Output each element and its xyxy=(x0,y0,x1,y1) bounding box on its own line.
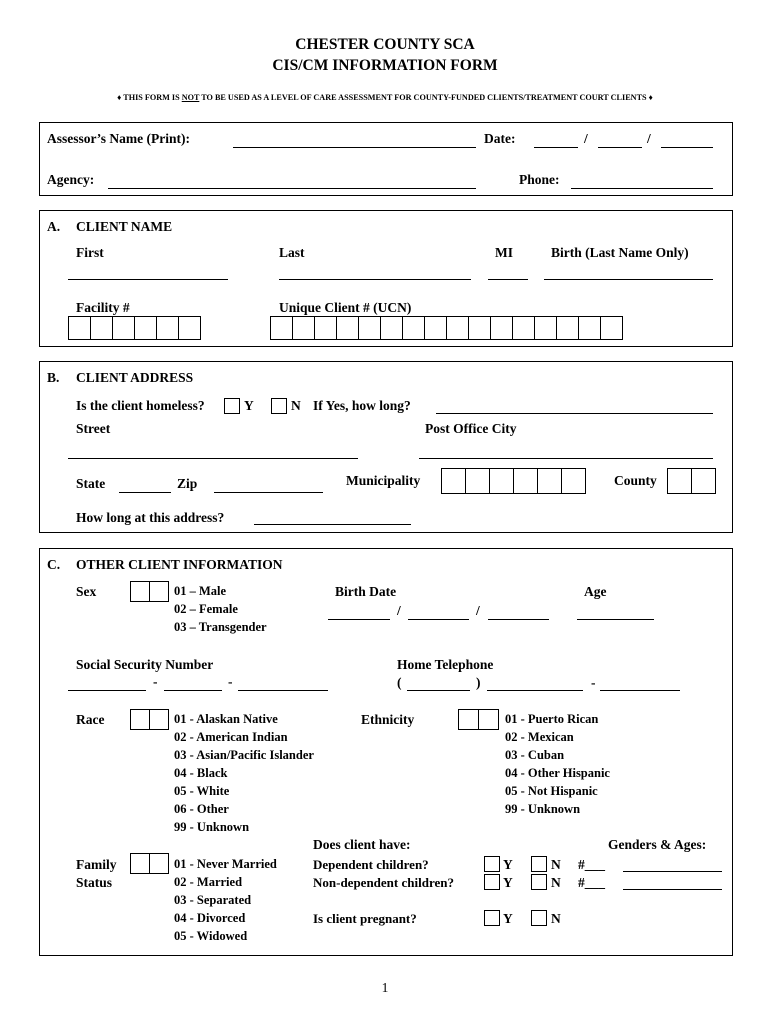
date-slash-2: / xyxy=(647,131,651,146)
family-status-code-boxes[interactable] xyxy=(130,853,168,874)
ssn-label: Social Security Number xyxy=(76,657,214,672)
dependent-children-label: Dependent children? xyxy=(313,857,429,872)
dependent-yes-label: Y xyxy=(503,857,513,872)
last-name-label: Last xyxy=(279,245,305,260)
ethnicity-option: 03 - Cuban xyxy=(505,748,565,762)
phone-dash: - xyxy=(591,675,596,690)
mi-field[interactable] xyxy=(488,279,528,280)
race-option: 06 - Other xyxy=(174,802,229,816)
birth-month-field[interactable] xyxy=(328,619,390,620)
po-city-label: Post Office City xyxy=(425,421,517,436)
assessor-name-label: Assessor’s Name (Print): xyxy=(47,131,190,146)
status-label: Status xyxy=(76,875,113,890)
genders-ages-label: Genders & Ages: xyxy=(608,837,707,852)
facility-label: Facility # xyxy=(76,300,130,315)
race-code-boxes[interactable] xyxy=(130,709,168,730)
family-status-option: 04 - Divorced xyxy=(174,911,246,925)
last-name-field[interactable] xyxy=(279,279,471,280)
state-field[interactable] xyxy=(119,492,171,493)
county-boxes[interactable] xyxy=(667,468,715,494)
form-notice: ♦ THIS FORM IS NOT TO BE USED AS A LEVEL OF CARE ASSESSMENT FOR COUNTY-FUNDED CLIENTS/TREATMENT COURT CLIENTS ♦ xyxy=(117,93,653,102)
dependent-count[interactable]: #___ xyxy=(578,857,605,872)
first-name-label: First xyxy=(76,245,104,260)
ethnicity-label: Ethnicity xyxy=(361,712,415,727)
birth-year-field[interactable] xyxy=(488,619,549,620)
race-option: 99 - Unknown xyxy=(174,820,250,834)
zip-label: Zip xyxy=(177,476,198,491)
facility-number-boxes[interactable] xyxy=(68,316,200,340)
dependent-no-checkbox[interactable] xyxy=(531,856,547,872)
ethnicity-option: 01 - Puerto Rican xyxy=(505,712,599,726)
date-month-field[interactable] xyxy=(534,147,578,148)
street-field[interactable] xyxy=(68,458,358,459)
family-label: Family xyxy=(76,857,117,872)
mi-label: MI xyxy=(495,245,513,260)
non-dependent-yes-checkbox[interactable] xyxy=(484,874,500,890)
non-dependent-genders-ages-field[interactable] xyxy=(623,889,722,890)
ethnicity-option: 04 - Other Hispanic xyxy=(505,766,610,780)
birth-date-slash-2: / xyxy=(476,603,480,618)
non-dependent-no-label: N xyxy=(551,875,561,890)
family-status-option: 05 - Widowed xyxy=(174,929,248,943)
assessor-name-field[interactable] xyxy=(233,147,476,148)
area-code-field[interactable] xyxy=(407,690,470,691)
municipality-boxes[interactable] xyxy=(441,468,585,494)
date-day-field[interactable] xyxy=(598,147,642,148)
section-b xyxy=(39,361,733,533)
sex-options xyxy=(174,582,267,636)
pregnant-no-checkbox[interactable] xyxy=(531,910,547,926)
pregnant-yes-label: Y xyxy=(503,911,513,926)
page-number: 1 xyxy=(381,980,389,995)
non-dependent-count[interactable]: #___ xyxy=(578,875,605,890)
section-a-title: CLIENT NAME xyxy=(76,219,173,234)
homeless-how-long-field[interactable] xyxy=(436,413,713,414)
section-c-letter: C. xyxy=(47,557,61,572)
zip-field[interactable] xyxy=(214,492,323,493)
date-slash-1: / xyxy=(584,131,588,146)
race-option: 01 - Alaskan Native xyxy=(174,712,278,726)
section-b-title: CLIENT ADDRESS xyxy=(76,370,194,385)
non-dependent-no-checkbox[interactable] xyxy=(531,874,547,890)
birth-date-label: Birth Date xyxy=(335,584,397,599)
phone-line-field[interactable] xyxy=(600,690,680,691)
how-long-address-label: How long at this address? xyxy=(76,510,225,525)
ethnicity-option: 05 - Not Hispanic xyxy=(505,784,598,798)
first-name-field[interactable] xyxy=(68,279,228,280)
state-label: State xyxy=(76,476,106,491)
section-c-title: OTHER CLIENT INFORMATION xyxy=(76,557,283,572)
how-long-address-field[interactable] xyxy=(254,524,411,525)
sex-label: Sex xyxy=(76,584,97,599)
non-dependent-children-label: Non-dependent children? xyxy=(313,875,454,890)
form-agency-title: CHESTER COUNTY SCA xyxy=(295,36,475,53)
non-dependent-yes-label: Y xyxy=(503,875,513,890)
ethnicity-option: 99 - Unknown xyxy=(505,802,581,816)
sex-option: 03 – Transgender xyxy=(174,620,267,634)
race-option: 03 - Asian/Pacific Islander xyxy=(174,748,314,762)
ssn-dash-2: - xyxy=(228,674,233,689)
phone-label: Phone: xyxy=(519,172,560,187)
sex-option: 02 – Female xyxy=(174,602,238,616)
pregnant-label: Is client pregnant? xyxy=(313,911,417,926)
dependent-genders-ages-field[interactable] xyxy=(623,871,722,872)
po-city-field[interactable] xyxy=(419,458,713,459)
ssn-part2-field[interactable] xyxy=(164,690,222,691)
ssn-part1-field[interactable] xyxy=(68,690,146,691)
dependent-yes-checkbox[interactable] xyxy=(484,856,500,872)
sex-code-boxes[interactable] xyxy=(130,581,168,602)
ethnicity-option: 02 - Mexican xyxy=(505,730,574,744)
does-client-have-label: Does client have: xyxy=(313,837,411,852)
phone-field[interactable] xyxy=(571,188,713,189)
form-title: CIS/CM INFORMATION FORM xyxy=(272,57,498,74)
race-label: Race xyxy=(76,712,105,727)
street-label: Street xyxy=(76,421,111,436)
birth-last-name-field[interactable] xyxy=(544,279,713,280)
homeless-no-checkbox[interactable] xyxy=(271,398,287,414)
agency-label: Agency: xyxy=(47,172,95,187)
section-c xyxy=(39,548,733,956)
homeless-yes-checkbox[interactable] xyxy=(224,398,240,414)
race-options xyxy=(174,710,314,836)
dependent-no-label: N xyxy=(551,857,561,872)
race-option: 04 - Black xyxy=(174,766,228,780)
homeless-how-long-label: If Yes, how long? xyxy=(313,398,411,413)
municipality-label: Municipality xyxy=(346,473,421,488)
family-status-options xyxy=(174,855,277,945)
phone-prefix-field[interactable] xyxy=(487,690,583,691)
sex-option: 01 – Male xyxy=(174,584,227,598)
ethnicity-code-boxes[interactable] xyxy=(458,709,498,730)
phone-paren-open: ( xyxy=(397,675,402,690)
date-label: Date: xyxy=(484,131,516,146)
ssn-part3-field[interactable] xyxy=(238,690,328,691)
family-status-option: 01 - Never Married xyxy=(174,857,277,871)
ucn-label: Unique Client # (UCN) xyxy=(279,300,412,315)
section-b-letter: B. xyxy=(47,370,60,385)
date-year-field[interactable] xyxy=(661,147,713,148)
county-label: County xyxy=(614,473,657,488)
home-telephone-label: Home Telephone xyxy=(397,657,494,672)
race-option: 05 - White xyxy=(174,784,230,798)
family-status-option: 03 - Separated xyxy=(174,893,252,907)
ethnicity-options xyxy=(505,710,610,818)
birth-last-name-label: Birth (Last Name Only) xyxy=(551,245,689,260)
ucn-boxes[interactable] xyxy=(270,316,622,340)
phone-paren-close: ) xyxy=(476,675,481,690)
pregnant-yes-checkbox[interactable] xyxy=(484,910,500,926)
family-status-option: 02 - Married xyxy=(174,875,243,889)
ssn-dash-1: - xyxy=(153,674,158,689)
age-field[interactable] xyxy=(577,619,654,620)
agency-field[interactable] xyxy=(108,188,476,189)
pregnant-no-label: N xyxy=(551,911,561,926)
homeless-question: Is the client homeless? xyxy=(76,398,205,413)
birth-date-slash-1: / xyxy=(397,603,401,618)
homeless-yes-label: Y xyxy=(244,398,254,413)
section-a-letter: A. xyxy=(47,219,61,234)
birth-day-field[interactable] xyxy=(408,619,469,620)
homeless-no-label: N xyxy=(291,398,301,413)
age-label: Age xyxy=(584,584,607,599)
race-option: 02 - American Indian xyxy=(174,730,288,744)
